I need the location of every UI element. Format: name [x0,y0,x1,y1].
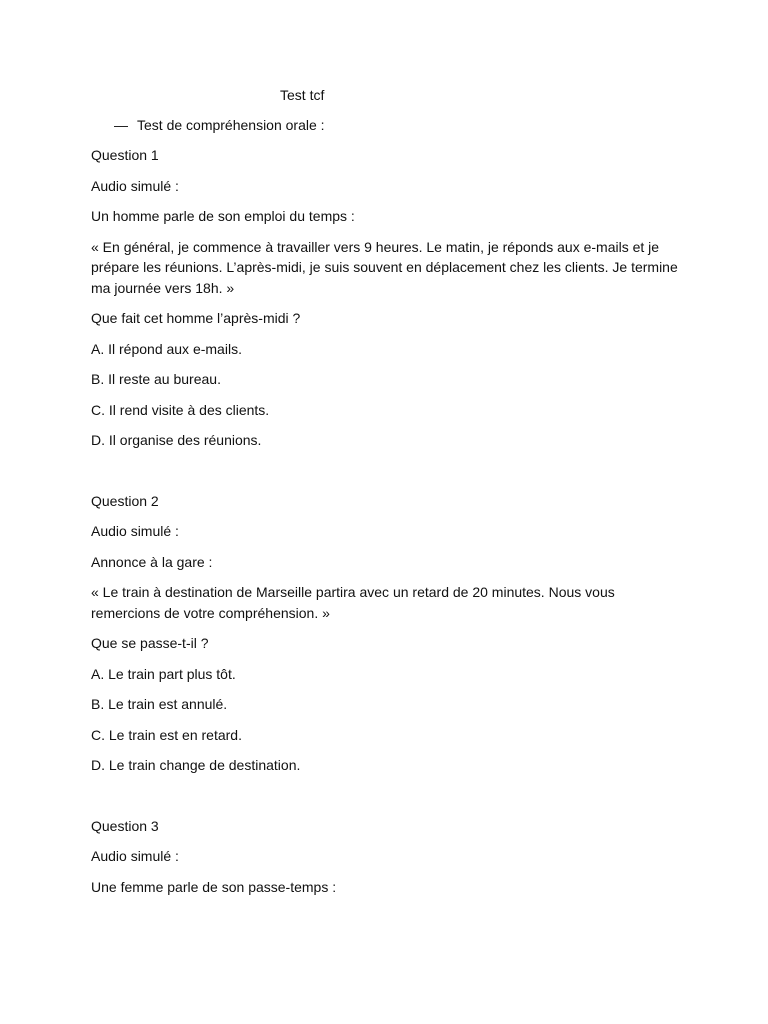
answer-option: B. Il reste au bureau. [91,371,221,387]
document-title: Test tcf [280,87,325,103]
question-prompt: Que se passe-t-il ? [91,635,209,651]
answer-option: C. Il rend visite à des clients. [91,401,270,418]
question-1 [91,145,685,451]
audio-transcript: « Le train à destination de Marseille partira avec un retard de 20 minutes. Nous vous remercions de votre compréhension. » [91,584,615,621]
answer-option: A. Il répond aux e-mails. [91,340,242,357]
question-heading: Question 3 [91,817,159,834]
question-3 [91,816,685,898]
question-spacer [91,786,685,816]
answer-option: D. Le train change de destination. [91,757,301,773]
section-heading [114,115,325,136]
document-body [91,145,685,907]
question-heading: Question 1 [91,147,159,163]
answer-option: B. Le train est annulé. [91,696,228,712]
question-spacer [91,461,685,491]
question-heading: Question 2 [91,492,159,509]
answer-option: A. Le train part plus tôt. [91,665,236,682]
section-dash: — [114,117,128,133]
audio-label: Audio simulé : [91,523,179,539]
question-2 [91,491,685,776]
audio-transcript: « En général, je commence à travailler vers 9 heures. Le matin, je réponds aux e-mails et je prépare les réunions. L’après-midi, je suis souvent en déplacement chez les clients. Je termine ma journée vers 18h. » [91,238,678,296]
audio-context: Un homme parle de son emploi du temps : [91,208,355,224]
section-label: Test de compréhension orale : [137,117,325,133]
question-prompt: Que fait cet homme l’après-midi ? [91,310,301,326]
answer-option: D. Il organise des réunions. [91,432,262,448]
audio-label: Audio simulé : [91,177,179,194]
audio-context: Une femme parle de son passe-temps : [91,878,337,895]
audio-label: Audio simulé : [91,848,179,864]
answer-option: C. Le train est en retard. [91,726,242,743]
audio-context: Annonce à la gare : [91,553,213,570]
